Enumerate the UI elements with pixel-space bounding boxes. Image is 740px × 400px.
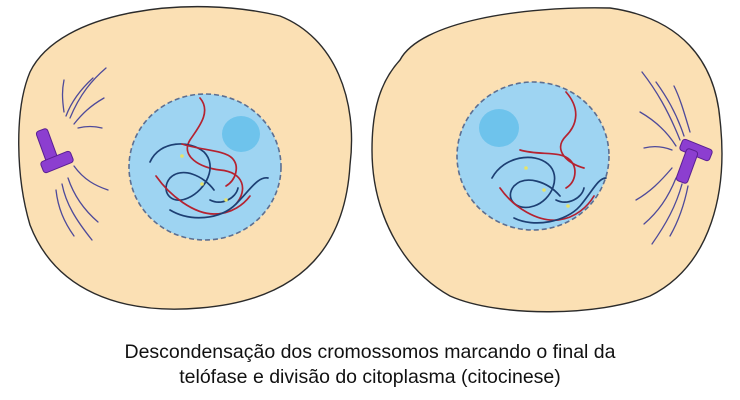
right-daughter-cell xyxy=(372,8,722,312)
caption-line-1: Descondensação dos cromossomos marcando o final da xyxy=(124,341,616,363)
figure-caption xyxy=(0,340,740,390)
left-nucleus xyxy=(129,94,281,240)
right-nucleus xyxy=(457,82,609,230)
right-nucleolus xyxy=(479,109,519,147)
left-daughter-cell xyxy=(19,7,352,310)
right-nuclear-envelope xyxy=(457,82,609,230)
left-nucleolus xyxy=(222,116,260,152)
caption-line-2: telófase e divisão do citoplasma (citocinese) xyxy=(179,366,561,388)
